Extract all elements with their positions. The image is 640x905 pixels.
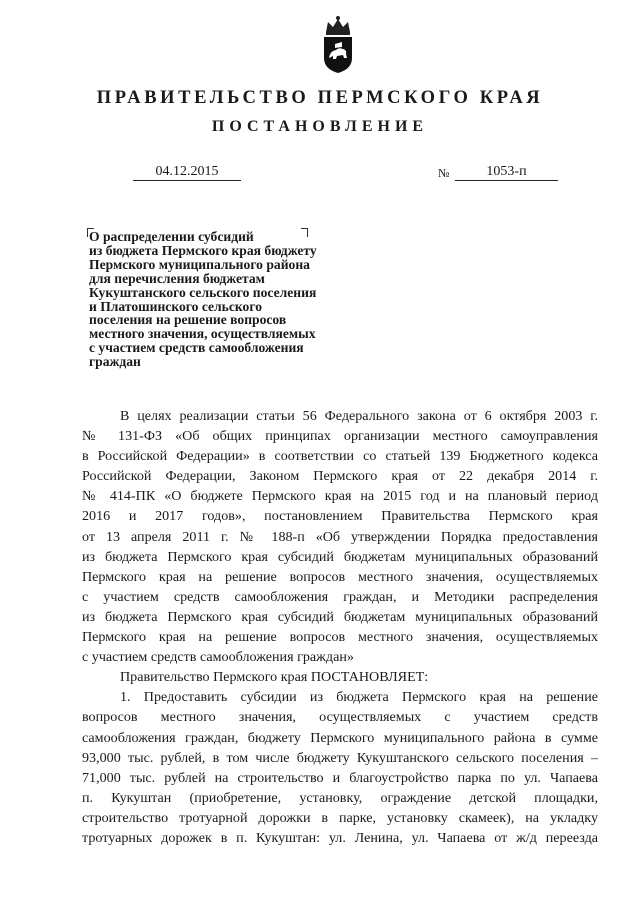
body-line: № 414-ПК «О бюджете Пермского края на 2015 год и на плановый период [82, 488, 598, 505]
heading-line: для перечисления бюджетам [89, 270, 265, 286]
perm-krai-coat-of-arms-icon [318, 14, 358, 74]
body-line: № 131-ФЗ «Об общих принципах организации местного самоуправления [82, 428, 598, 445]
heading-line: Пермского муниципального района [89, 256, 310, 272]
body-line: строительство тротуарной дорожки в парке, установку скамеек), на укладку [82, 809, 598, 826]
body-line: самообложения граждан, бюджету Пермского муниципального района в сумме [82, 729, 598, 746]
number-sign: № [438, 166, 450, 180]
heading-line: с участием средств самообложения [89, 340, 304, 356]
document-number: 1053-п [455, 164, 558, 181]
body-line: Правительство Пермского края ПОСТАНОВЛЯЕТ: [120, 669, 429, 686]
body-line: Пермского края на решение вопросов местного значения, осуществляемых [82, 629, 598, 646]
body-line: тротуарных дорожек в п. Кукуштан: ул. Ленина, ул. Чапаева от ж/д переезда [82, 829, 598, 846]
body-line: от 13 апреля 2011 г. № 188-п «Об утверждении Порядка предоставления [82, 528, 598, 545]
body-line: 93,000 тыс. рублей, в том числе бюджету Кукуштанского сельского поселения – [82, 749, 598, 766]
document-heading [89, 230, 349, 369]
heading-line: из бюджета Пермского края бюджету [89, 242, 317, 258]
body-line: п. Кукуштан (приобретение, установку, ограждение детской площадки, [82, 789, 598, 806]
body-line: из бюджета Пермского края субсидий бюджетам муниципальных образований [82, 548, 598, 565]
body-line: В целях реализации статьи 56 Федерального закона от 6 октября 2003 г. [120, 408, 598, 424]
document-date: 04.12.2015 [133, 164, 241, 181]
body-line: с участием средств самообложения граждан, и Методики распределения [82, 588, 598, 605]
heading-line: поселения на решение вопросов [89, 312, 287, 328]
document-body [82, 406, 598, 848]
body-line: Российской Федерации, Законом Пермского края от 22 декабря 2014 г. [82, 468, 598, 485]
body-line: Пермского края на решение вопросов местного значения, осуществляемых [82, 568, 598, 585]
heading-line: местного значения, осуществляемых [89, 326, 316, 342]
body-line: с участием средств самообложения граждан» [82, 649, 354, 666]
document-type-title: ПОСТАНОВЛЕНИЕ [211, 118, 429, 135]
body-line: из бюджета Пермского края субсидий бюджетам муниципальных образований [82, 608, 598, 625]
government-title: ПРАВИТЕЛЬСТВО ПЕРМСКОГО КРАЯ [96, 88, 544, 108]
body-line: 2016 и 2017 годов», постановлением Правительства Пермского края [82, 508, 598, 525]
heading-line: граждан [89, 354, 141, 370]
heading-line: Кукуштанского сельского поселения [89, 284, 317, 300]
heading-line: О распределении субсидий [89, 229, 254, 244]
heading-line: и Платошинского сельского [89, 298, 262, 314]
body-line: в Российской Федерации» в соответствии со статьей 139 Бюджетного кодекса [82, 448, 598, 465]
body-line: вопросов местного значения, осуществляемых с участием средств [82, 709, 598, 726]
body-line: 1. Предоставить субсидии из бюджета Пермского края на решение [120, 689, 598, 706]
body-line: 71,000 тыс. рублей на строительство и благоустройство парка по ул. Чапаева [82, 769, 598, 786]
